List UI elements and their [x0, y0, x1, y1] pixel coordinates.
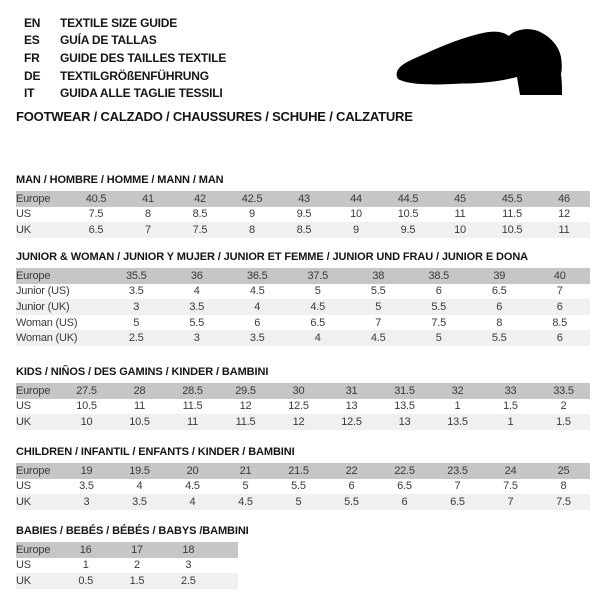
size-cell: 7.5: [174, 222, 226, 238]
size-cell: 22: [325, 463, 378, 479]
size-cell: 13.5: [378, 399, 431, 415]
size-cell: 43: [278, 191, 330, 207]
table-row: [16, 207, 590, 223]
row-label: Junior (UK): [16, 299, 106, 315]
size-cell: 3: [163, 558, 214, 574]
size-cell: 6: [530, 330, 591, 346]
size-cell: 6: [469, 299, 530, 315]
size-cell: 31: [325, 383, 378, 399]
table-row: [16, 315, 590, 331]
table-row: [16, 330, 590, 346]
size-cell: 1: [431, 399, 484, 415]
size-cell: 9: [330, 222, 382, 238]
size-cell: 6: [325, 479, 378, 495]
size-cell: 33: [484, 383, 537, 399]
row-label: Junior (US): [16, 284, 106, 300]
size-cell: 42: [174, 191, 226, 207]
size-cell: 6: [409, 284, 470, 300]
row-label: Europe: [16, 268, 106, 284]
language-label: GUÍA DE TALLAS: [60, 33, 157, 48]
size-cell: 40: [530, 268, 591, 284]
size-table-man: [16, 191, 590, 238]
size-section-children: [16, 446, 590, 510]
size-cell: 3: [60, 494, 113, 510]
size-cell: 4: [288, 330, 349, 346]
size-cell: 7: [530, 284, 591, 300]
language-label: TEXTILE SIZE GUIDE: [60, 15, 178, 30]
size-cell: 12.5: [272, 399, 325, 415]
size-cell: 19: [60, 463, 113, 479]
size-cell: 33.5: [537, 383, 590, 399]
size-cell: 7: [122, 222, 174, 238]
size-cell: 6.5: [469, 284, 530, 300]
size-cell: 27.5: [60, 383, 113, 399]
size-table-babies: [16, 542, 238, 589]
language-row: [24, 67, 226, 85]
table-row: [16, 399, 590, 415]
size-cell: 10.5: [113, 414, 166, 430]
size-cell: 10.5: [60, 399, 113, 415]
size-cell: 39: [469, 268, 530, 284]
size-cell: 5.5: [348, 284, 409, 300]
table-title: JUNIOR & WOMAN / JUNIOR Y MUJER / JUNIOR ET FEMME / JUNIOR UND FRAU / JUNIOR E DONA: [16, 251, 529, 263]
table-row: [16, 558, 238, 574]
size-cell: 25: [537, 463, 590, 479]
language-row: [24, 49, 226, 67]
table-title: CHILDREN / INFANTIL / ENFANTS / KINDER / BAMBINI: [16, 446, 295, 458]
size-cell: 4.5: [166, 479, 219, 495]
table-row: [16, 191, 590, 207]
size-cell: 3.5: [106, 284, 167, 300]
size-cell: 23.5: [431, 463, 484, 479]
size-cell: 22.5: [378, 463, 431, 479]
size-cell: 10: [330, 207, 382, 223]
size-cell: 29.5: [219, 383, 272, 399]
spacer-cell: [214, 542, 238, 558]
size-cell: 8: [122, 207, 174, 223]
language-code: IT: [24, 86, 35, 101]
size-cell: 45: [434, 191, 486, 207]
language-row: [24, 84, 226, 102]
language-code: ES: [24, 33, 40, 48]
size-cell: 20: [166, 463, 219, 479]
size-cell: 44: [330, 191, 382, 207]
size-cell: 3.5: [60, 479, 113, 495]
size-cell: 7.5: [409, 315, 470, 331]
table-row: [16, 494, 590, 510]
size-cell: 32: [431, 383, 484, 399]
shoe-icon: [393, 24, 587, 106]
table-row: [16, 479, 590, 495]
size-cell: 12: [538, 207, 590, 223]
size-cell: 35.5: [106, 268, 167, 284]
table-row: [16, 542, 238, 558]
size-cell: 13: [325, 399, 378, 415]
size-cell: 7.5: [484, 479, 537, 495]
size-cell: 4: [227, 299, 288, 315]
size-cell: 5: [288, 284, 349, 300]
table-row: [16, 463, 590, 479]
size-cell: 2.5: [106, 330, 167, 346]
row-label: Woman (UK): [16, 330, 106, 346]
size-cell: 5.5: [272, 479, 325, 495]
size-cell: 28: [113, 383, 166, 399]
size-cell: 1.5: [537, 414, 590, 430]
size-cell: 4: [166, 494, 219, 510]
table-title: KIDS / NIÑOS / DES GAMINS / KINDER / BAMBINI: [16, 366, 269, 378]
row-label: US: [16, 558, 60, 574]
table-row: [16, 268, 590, 284]
size-cell: 4.5: [288, 299, 349, 315]
row-label: Europe: [16, 191, 70, 207]
size-cell: 4.5: [348, 330, 409, 346]
spacer-cell: [214, 573, 238, 589]
table-row: [16, 414, 590, 430]
size-cell: 9.5: [382, 222, 434, 238]
size-cell: 8: [226, 222, 278, 238]
size-cell: 5: [219, 479, 272, 495]
size-cell: 5: [348, 299, 409, 315]
size-cell: 6: [227, 315, 288, 331]
size-cell: 30: [272, 383, 325, 399]
size-cell: 36: [167, 268, 228, 284]
size-cell: 7: [348, 315, 409, 331]
size-cell: 44.5: [382, 191, 434, 207]
size-cell: 6: [530, 299, 591, 315]
size-cell: 3.5: [113, 494, 166, 510]
size-cell: 42.5: [226, 191, 278, 207]
language-code: FR: [24, 50, 40, 65]
size-cell: 37.5: [288, 268, 349, 284]
size-cell: 36.5: [227, 268, 288, 284]
size-cell: 7.5: [70, 207, 122, 223]
row-label: US: [16, 479, 60, 495]
size-cell: 10: [60, 414, 113, 430]
size-cell: 13.5: [431, 414, 484, 430]
table-row: [16, 299, 590, 315]
row-label: US: [16, 207, 70, 223]
size-cell: 3.5: [167, 299, 228, 315]
size-cell: 2: [111, 558, 162, 574]
size-cell: 5: [409, 330, 470, 346]
size-cell: 9: [226, 207, 278, 223]
language-code: EN: [24, 15, 41, 30]
size-cell: 8.5: [174, 207, 226, 223]
row-label: US: [16, 399, 60, 415]
size-cell: 5.5: [469, 330, 530, 346]
size-cell: 11.5: [219, 414, 272, 430]
row-label: Europe: [16, 463, 60, 479]
size-cell: 11.5: [486, 207, 538, 223]
size-cell: 6.5: [431, 494, 484, 510]
size-cell: 16: [60, 542, 111, 558]
row-label: Europe: [16, 383, 60, 399]
size-cell: 7: [431, 479, 484, 495]
size-cell: 7.5: [537, 494, 590, 510]
size-cell: 2.5: [163, 573, 214, 589]
size-cell: 6.5: [288, 315, 349, 331]
size-cell: 4: [167, 284, 228, 300]
size-cell: 8: [537, 479, 590, 495]
size-cell: 5.5: [409, 299, 470, 315]
size-cell: 28.5: [166, 383, 219, 399]
size-section-man: [16, 174, 590, 238]
size-cell: 21.5: [272, 463, 325, 479]
size-cell: 19.5: [113, 463, 166, 479]
spacer-cell: [214, 558, 238, 574]
row-label: Europe: [16, 542, 60, 558]
size-table-kids: [16, 383, 590, 430]
size-cell: 5.5: [167, 315, 228, 331]
table-title: BABIES / BEBÉS / BÉBÉS / BABYS /BAMBINI: [16, 525, 249, 537]
size-cell: 10.5: [486, 222, 538, 238]
size-cell: 11.5: [166, 399, 219, 415]
size-cell: 5: [272, 494, 325, 510]
size-cell: 1: [484, 414, 537, 430]
row-label: UK: [16, 414, 60, 430]
size-cell: 41: [122, 191, 174, 207]
size-cell: 0.5: [60, 573, 111, 589]
size-cell: 3.5: [227, 330, 288, 346]
size-cell: 3: [106, 299, 167, 315]
size-cell: 6: [378, 494, 431, 510]
size-cell: 8.5: [530, 315, 591, 331]
size-section-babies: [16, 525, 249, 589]
size-cell: 1: [60, 558, 111, 574]
size-cell: 5.5: [325, 494, 378, 510]
section-title: FOOTWEAR / CALZADO / CHAUSSURES / SCHUHE / CALZATURE: [16, 109, 413, 124]
size-cell: 18: [163, 542, 214, 558]
table-row: [16, 383, 590, 399]
size-cell: 17: [111, 542, 162, 558]
size-cell: 38.5: [409, 268, 470, 284]
table-title: MAN / HOMBRE / HOMME / MANN / MAN: [16, 174, 224, 186]
language-list: [24, 14, 226, 102]
size-cell: 13: [378, 414, 431, 430]
size-section-junior-woman: [16, 251, 590, 346]
size-table-children: [16, 463, 590, 510]
size-cell: 8: [469, 315, 530, 331]
language-row: [24, 32, 226, 50]
size-cell: 11: [434, 207, 486, 223]
language-label: GUIDE DES TAILLES TEXTILE: [60, 50, 227, 65]
size-cell: 12: [272, 414, 325, 430]
size-cell: 6.5: [378, 479, 431, 495]
size-cell: 31.5: [378, 383, 431, 399]
row-label: UK: [16, 494, 60, 510]
size-cell: 11: [538, 222, 590, 238]
size-cell: 6.5: [70, 222, 122, 238]
size-cell: 4: [113, 479, 166, 495]
size-cell: 2: [537, 399, 590, 415]
size-cell: 5: [106, 315, 167, 331]
language-row: [24, 14, 226, 32]
size-cell: 10: [434, 222, 486, 238]
table-row: [16, 222, 590, 238]
row-label: UK: [16, 222, 70, 238]
size-cell: 10.5: [382, 207, 434, 223]
size-cell: 4.5: [227, 284, 288, 300]
size-cell: 46: [538, 191, 590, 207]
language-label: TEXTILGRÖßENFÜHRUNG: [60, 68, 209, 83]
row-label: UK: [16, 573, 60, 589]
size-cell: 45.5: [486, 191, 538, 207]
size-cell: 1.5: [111, 573, 162, 589]
size-cell: 38: [348, 268, 409, 284]
size-cell: 11: [166, 414, 219, 430]
row-label: Woman (US): [16, 315, 106, 331]
table-row: [16, 284, 590, 300]
size-cell: 9.5: [278, 207, 330, 223]
size-cell: 3: [167, 330, 228, 346]
size-cell: 12: [219, 399, 272, 415]
size-cell: 24: [484, 463, 537, 479]
language-label: GUIDA ALLE TAGLIE TESSILI: [60, 86, 223, 101]
language-code: DE: [24, 68, 41, 83]
size-cell: 12.5: [325, 414, 378, 430]
size-cell: 7: [484, 494, 537, 510]
size-table-junior-woman: [16, 268, 590, 346]
size-section-kids: [16, 366, 590, 430]
size-cell: 40.5: [70, 191, 122, 207]
size-cell: 8.5: [278, 222, 330, 238]
size-cell: 1.5: [484, 399, 537, 415]
table-row: [16, 573, 238, 589]
size-cell: 4.5: [219, 494, 272, 510]
size-cell: 11: [113, 399, 166, 415]
size-cell: 21: [219, 463, 272, 479]
